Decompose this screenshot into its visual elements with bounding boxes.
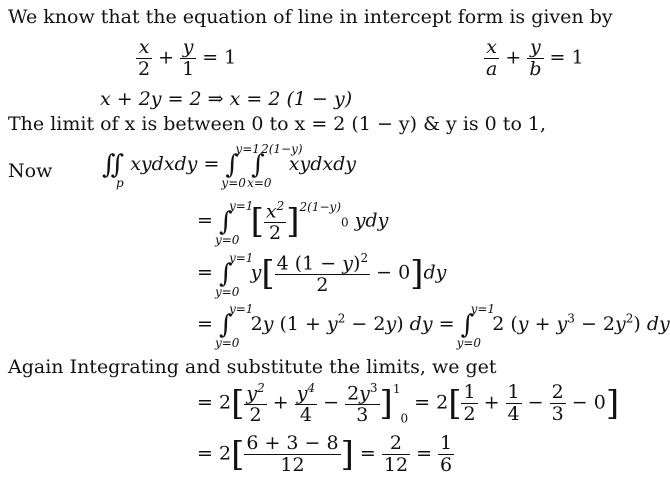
integral-row-4: = ∫ y=1 y=0 2y $(1 + y^2 - 2y)$ dy = ∫ y=1 y=0 2 $(y + y^3 - 2y^2)$ dy — [197, 302, 670, 350]
line-equation: x + 2y = 2 ⇒ x = 2 (1 − y) — [100, 88, 353, 110]
limit-text: The limit of x is between 0 to x = 2 (1 − y) & y is 0 to 1, — [8, 113, 547, 135]
integral-row-1: ∬ p xydxdy = ∫ y=1 y=0 ∫ 2(1−y) x=0 xydxdy — [102, 142, 357, 190]
integral-row-3: = ∫ y=1 y=0 y[ $\frac{4 (1 - y)^2}{2}$ − 0]dy — [197, 250, 447, 299]
equation-intercept-general: $\frac{x}{a}$ + $\frac{y}{b}$ = 1 — [486, 36, 584, 80]
again-text: Again Integrating and substitute the limits, we get — [8, 356, 497, 378]
equation-intercept-specific: $\frac{x}{2}$ + $\frac{y}{1}$ = 1 — [138, 36, 237, 80]
now-label: Now — [8, 160, 53, 182]
intro-text: We know that the equation of line in intercept form is given by — [8, 6, 613, 28]
integral-row-2: = ∫ y=1 y=0 [ $\frac{x^2}{2}$ ]$^{2(1-y)}$0 ydy — [197, 198, 389, 247]
result-row-2: = 2[ $\frac{6 + 3 - 8}{12}$ ] = $\frac{2}{12}$ = $\frac{1}{6}$ — [197, 432, 453, 476]
result-row-1: = 2[ $\frac{y^2}{2}$ + $\frac{y^4}{4}$ − $\frac{2y^3}{3}$ ]$^1$0 = 2[ $\frac{1}{2}$ + $\frac{1}{4}$ − $\frac{2}{3}$ − 0] — [197, 381, 620, 427]
